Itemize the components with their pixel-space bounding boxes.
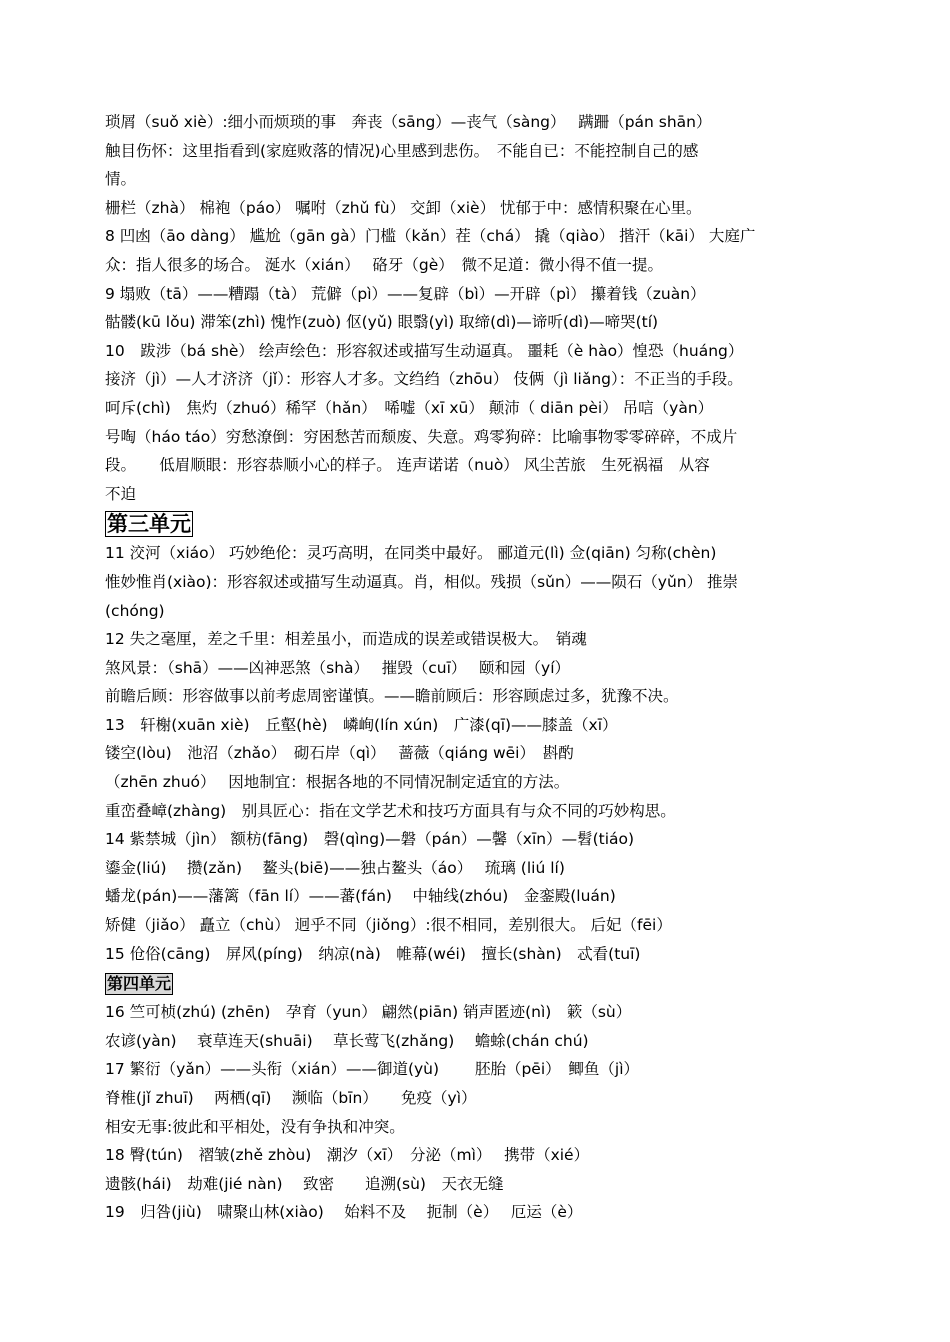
text-line: 9 塌败（tā）——糟蹋（tà） 荒僻（pì）——复辟（bì）—开辟（pì） 攥着钱（zuàn） <box>105 284 706 303</box>
text-line: 农谚(yàn) 衰草连天(shuāi) 草长莺飞(zhǎng) 蟾蜍(chán chú) <box>105 1031 589 1050</box>
text-line: 蟠龙(pán)——藩篱（fān lí）——蕃(fán) 中轴线(zhóu) 金銮殿(luán) <box>105 887 616 906</box>
text-line: 琐屑（suǒ xiè）:细小而烦琐的事 奔丧（sāng）—丧气（sàng） 蹒跚（pán shān） <box>105 113 712 131</box>
text-line: 骷髅(kū lǒu) 滞笨(zhì) 愧怍(zuò) 伛(yǔ) 眼翳(yì) 取缔(dì)—谛听(dì)—啼哭(tí) <box>105 313 659 332</box>
text-line: 16 竺可桢(zhú) (zhēn) 孕育（yun） 翩然(piān) 销声匿迹(nì) 簌（sù） <box>105 1003 632 1022</box>
text-line: 不迫 <box>105 484 137 503</box>
section-unit-four <box>105 968 850 1227</box>
text-line: 11 洨河（xiáo） 巧妙绝伦：灵巧高明，在同类中最好。 郦道元(lì) 佥(qiān) 匀称(chèn) <box>105 544 717 563</box>
unit-four-heading: 第四单元 <box>107 974 172 994</box>
text-line: 段。 低眉顺眼：形容恭顺小心的样子。 连声诺诺（nuò） 风尘苦旅 生死祸福 从容 <box>105 456 710 475</box>
text-line: 惟妙惟肖(xiào)：形容叙述或描写生动逼真。肖，相似。残损（sǔn）——陨石（yǔn） 推崇 <box>105 572 739 591</box>
text-line: 情。 <box>105 170 137 189</box>
text-line: （zhēn zhuó） 因地制宜：根据各地的不同情况制定适宜的方法。 <box>105 773 570 792</box>
text-line: 镂空(lòu) 池沼（zhǎo） 砌石岸（qì） 蔷薇（qiáng wēi） 斟酌 <box>105 744 574 763</box>
text-line: 前瞻后顾：形容做事以前考虑周密谨慎。——瞻前顾后：形容顾虑过多，犹豫不决。 <box>105 687 679 706</box>
text-line: 13 轩榭(xuān xiè) 丘壑(hè) 嶙峋(lín xún) 广漆(qī)——膝盖（xī） <box>105 715 618 734</box>
text-line: 遗骸(hái) 劫难(jié nàn) 致密 追溯(sù) 天衣无缝 <box>105 1174 504 1193</box>
text-line: 重峦叠嶂(zhàng) 别具匠心：指在文学艺术和技巧方面具有与众不同的巧妙构思。 <box>105 801 676 820</box>
text-line: 触目伤怀：这里指看到(家庭败落的情况)心里感到悲伤。 不能自已：不能控制自己的感 <box>105 141 699 160</box>
section-unit-two <box>105 108 850 508</box>
text-line: 14 紫禁城（jìn） 额枋(fāng) 磬(qìng)—磐（pán）—馨（xīn）—髫(tiáo) <box>105 830 635 849</box>
unit-three-heading: 第三单元 <box>107 512 191 537</box>
text-line: 栅栏（zhà） 棉袍（páo） 嘱咐（zhǔ fù） 交卸（xiè） 忧郁于中：感情积聚在心里。 <box>105 198 702 217</box>
text-line: 号啕（háo táo）穷愁潦倒：穷困愁苦而颓废、失意。鸡零狗碎：比喻事物零零碎碎，不成片 <box>105 427 738 446</box>
text-line: 众：指人很多的场合。 涎水（xián） 硌牙（gè） 微不足道：微小得不值一提。 <box>105 255 664 274</box>
text-line: 19 归咎(jiù) 啸聚山林(xiào) 始料不及 扼制（è） 厄运（è） <box>105 1203 583 1222</box>
section-unit-three <box>105 508 850 968</box>
text-line: 12 失之毫厘，差之千里：相差虽小，而造成的误差或错误极大。 销魂 <box>105 630 587 649</box>
text-line: 8 凹凼（āo dàng） 尴尬（gān gà）门槛（kǎn）茬（chá） 撬（qiào） 揩汗（kāi） 大庭广 <box>105 227 756 246</box>
text-line: 10 跋涉（bá shè） 绘声绘色：形容叙述或描写生动逼真。 噩耗（è hào）惶恐（huáng） <box>105 341 744 360</box>
text-line: (chóng) <box>105 601 165 620</box>
text-line: 呵斥(chì) 焦灼（zhuó）稀罕（hǎn） 唏嘘（xī xū） 颠沛（ diān pèi） 吊唁（yàn） <box>105 398 714 417</box>
text-line: 鎏金(liú) 攒(zǎn) 鳌头(biē)——独占鳌头（áo） 琉璃 (liú lí) <box>105 858 565 877</box>
text-line: 18 臀(tún) 褶皱(zhě zhòu) 潮汐（xī） 分泌（mì） 携带（xié） <box>105 1146 590 1165</box>
text-line: 脊椎(jǐ zhuī) 两栖(qī) 濒临（bīn） 免疫（yì） <box>105 1089 477 1107</box>
text-line: 接济（jì）—人才济济（jǐ）：形容人才多。文绉绉（zhōu） 伎俩（jì liǎng）：不正当的手段。 <box>105 370 743 389</box>
text-line: 矫健（jiǎo） 矗立（chù） 迥乎不同（jiǒng）:很不相同，差别很大。 后妃（fēi） <box>105 916 672 935</box>
text-line: 17 繁衍（yǎn）——头衔（xián）——御道(yù) 胚胎（pēi） 鲫鱼（jì） <box>105 1060 640 1079</box>
text-line: 煞风景：（shā）——凶神恶煞（shà） 摧毁（cuī） 颐和园（yí） <box>105 658 571 677</box>
text-line: 15 伧俗(cāng) 屏风(píng) 纳凉(nà) 帷幕(wéi) 擅长(shàn) 忒看(tuī) <box>105 944 641 963</box>
text-line: 相安无事:彼此和平相处，没有争执和冲突。 <box>105 1117 405 1136</box>
